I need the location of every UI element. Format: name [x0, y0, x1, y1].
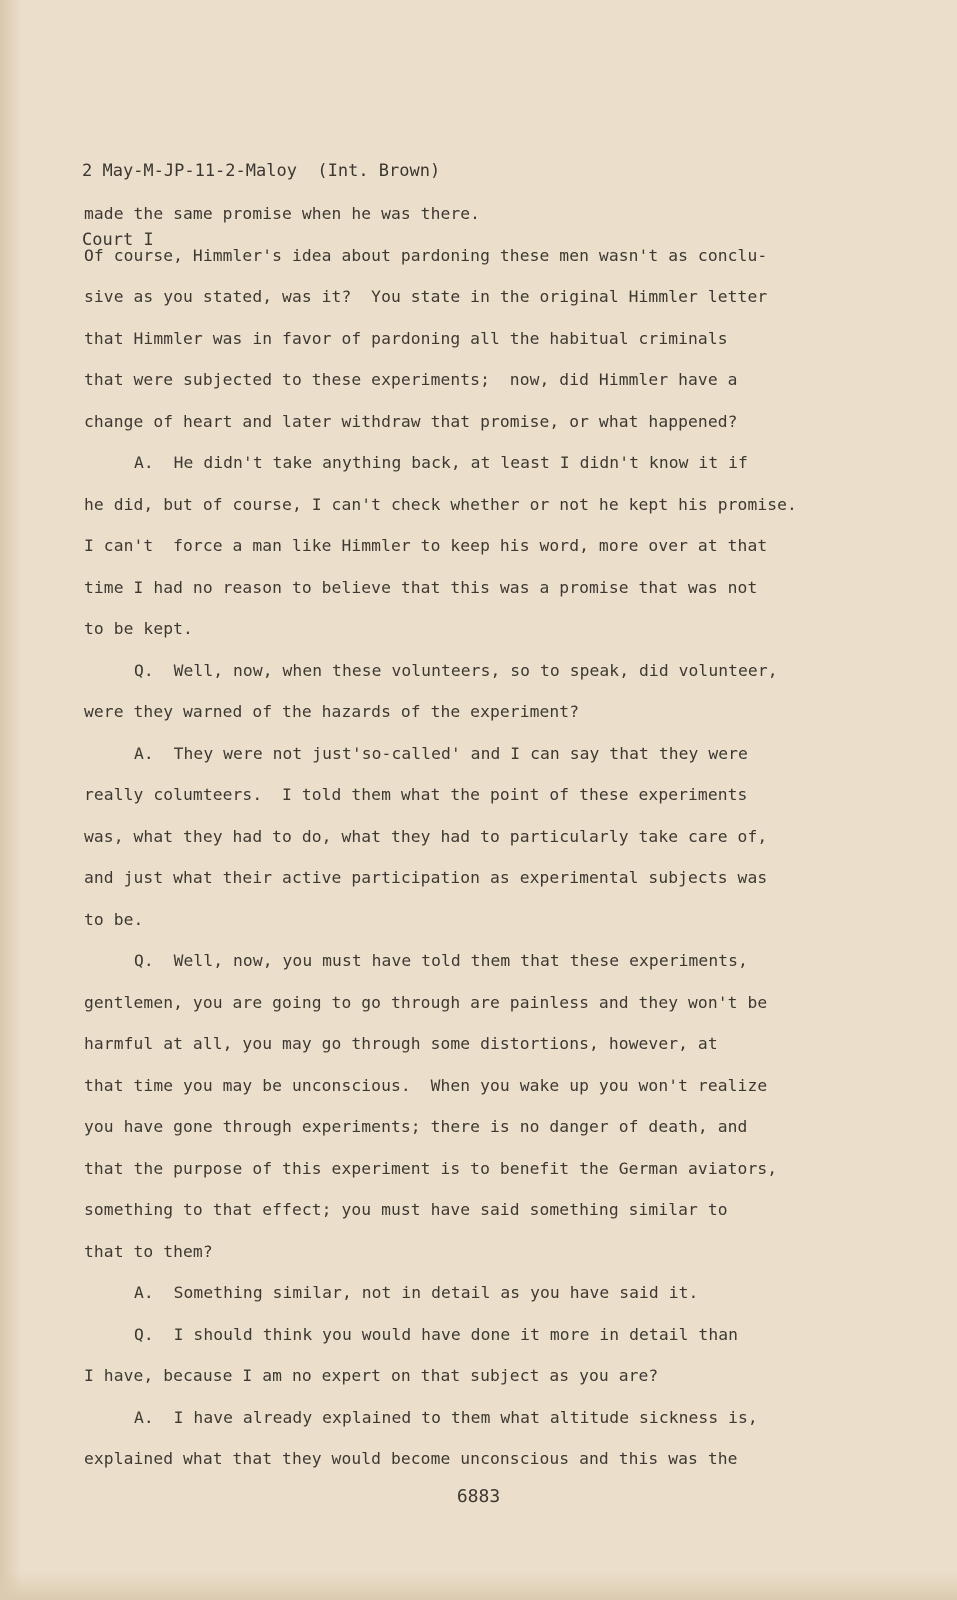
transcript-line: was, what they had to do, what they had to particularly take care of,: [84, 826, 768, 846]
transcript-line: change of heart and later withdraw that promise, or what happened?: [84, 411, 738, 431]
page-number: 6883: [456, 1486, 501, 1507]
transcript-line: Q. Well, now, when these volunteers, so to speak, did volunteer,: [134, 660, 778, 680]
transcript-line: I have, because I am no expert on that subject as you are?: [84, 1366, 659, 1385]
transcript-line: that to them?: [84, 1241, 213, 1261]
transcript-body: [84, 193, 824, 1480]
transcript-line: Q. Well, now, you must have told them that these experiments,: [134, 951, 748, 970]
transcript-line: something to that effect; you must have said something similar to: [84, 1200, 728, 1219]
transcript-line: A. I have already explained to them what altitude sickness is,: [134, 1407, 758, 1427]
header-court: Court I: [82, 230, 154, 250]
transcript-line: really columteers. I told them what the point of these experiments: [84, 785, 748, 804]
transcript-line: were they warned of the hazards of the experiment?: [84, 702, 580, 721]
transcript-line: explained what that they would become unconscious and this was the: [84, 1449, 738, 1468]
header-case-reference: 2 May-M-JP-11-2-Maloy (Int. Brown): [82, 161, 441, 181]
transcript-line: A. Something similar, not in detail as you have said it.: [134, 1283, 699, 1302]
transcript-line: sive as you stated, was it? You state in the original Himmler letter: [84, 287, 768, 306]
transcript-line: time I had no reason to believe that this was a promise that was not: [84, 577, 758, 597]
transcript-line: A. They were not just'so-called' and I can say that they were: [134, 743, 748, 763]
transcript-line: that were subjected to these experiments; now, did Himmler have a: [84, 370, 738, 389]
transcript-line: gentlemen, you are going to go through are painless and they won't be: [84, 992, 768, 1012]
transcript-line: he did, but of course, I can't check whether or not he kept his promise.: [84, 494, 797, 514]
transcript-line: you have gone through experiments; there is no danger of death, and: [84, 1117, 748, 1136]
transcript-line: harmful at all, you may go through some distortions, however, at: [84, 1034, 718, 1053]
transcript-line: that time you may be unconscious. When you wake up you won't realize: [84, 1075, 768, 1095]
transcript-line: made the same promise when he was there.: [84, 204, 481, 223]
transcript-line: and just what their active participation as experimental subjects was: [84, 868, 768, 887]
transcript-line: to be kept.: [84, 619, 193, 638]
transcript-line: that the purpose of this experiment is to benefit the German aviators,: [84, 1158, 778, 1178]
transcript-line: to be.: [84, 909, 144, 929]
transcript-line: A. He didn't take anything back, at least I didn't know it if: [134, 453, 748, 472]
transcript-line: I can't force a man like Himmler to keep his word, more over at that: [84, 536, 768, 555]
transcript-line: that Himmler was in favor of pardoning all the habitual criminals: [84, 328, 728, 348]
transcript-line: Q. I should think you would have done it more in detail than: [134, 1324, 739, 1344]
transcript-line: Of course, Himmler's idea about pardoning these men wasn't as conclu-: [84, 245, 768, 265]
